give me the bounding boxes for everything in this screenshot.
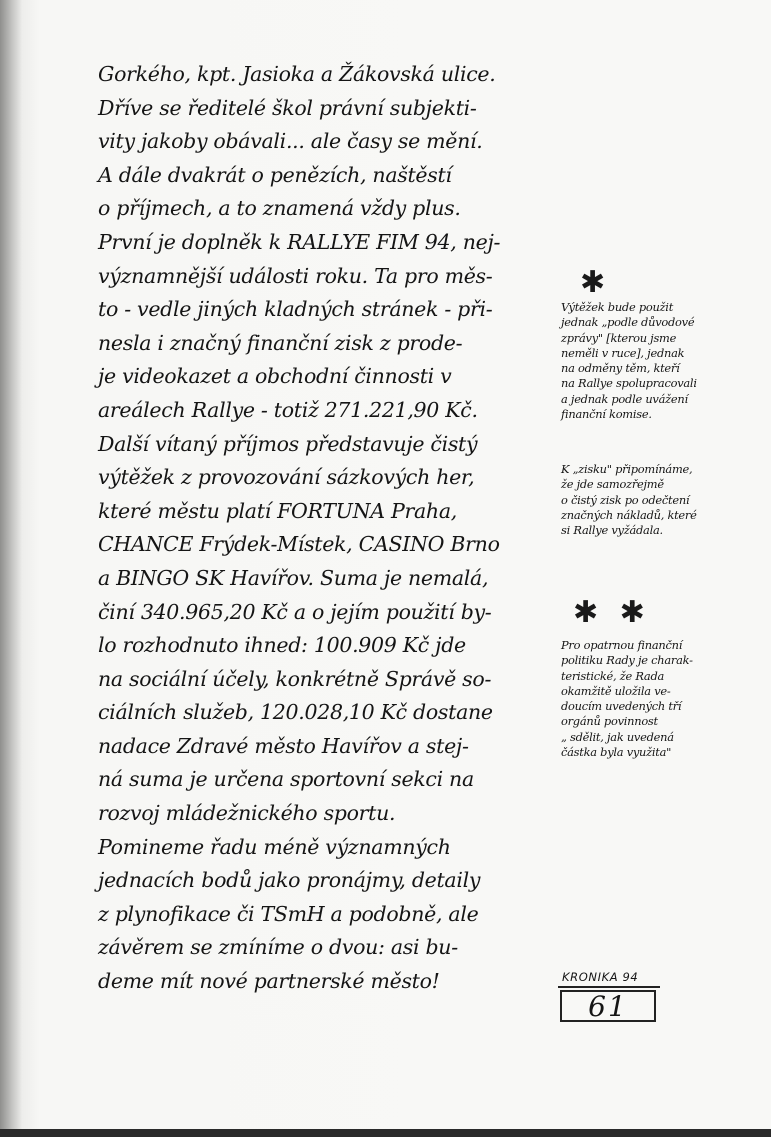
text-line: Pomineme řadu méně významných bbox=[98, 834, 451, 859]
text-line: Dříve se ředitelé škol právní subjekti- bbox=[98, 95, 477, 120]
text-line: činí 340.965,20 Kč a o jejím použití by- bbox=[98, 599, 492, 624]
text-line: Další vítaný příjmos představuje čistý bbox=[98, 431, 478, 456]
note-line: okamžitě uložila ve- bbox=[561, 683, 671, 698]
asterisk-mark-1: ✱ bbox=[580, 265, 606, 300]
text-line: ciálních služeb, 120.028,10 Kč dostane bbox=[98, 700, 493, 725]
text-line: výtěžek z provozování sázkových her, bbox=[98, 465, 475, 490]
text-line: nadace Zdravé město Havířov a stej- bbox=[98, 733, 469, 758]
note-line: že jde samozřejmě bbox=[561, 477, 664, 492]
note-line: teristické, že Rada bbox=[561, 668, 665, 683]
note-line: „ sdělit, jak uvedená bbox=[561, 729, 674, 744]
note-line: jednak „podle důvodové bbox=[561, 315, 695, 330]
note-line: doucím uvedených tří bbox=[561, 699, 682, 714]
text-line: o příjmech, a to znamená vždy plus. bbox=[98, 196, 461, 221]
note-line: zprávy" [kterou jsme bbox=[561, 330, 677, 345]
note-line: částka byla využita" bbox=[561, 745, 672, 760]
text-line: významnější události roku. Ta pro měs- bbox=[98, 263, 493, 288]
text-line: z plynofikace či TSmH a podobně, ale bbox=[98, 901, 479, 926]
text-line: na sociální účely, konkrétně Správě so- bbox=[98, 666, 492, 691]
text-line: je videokazet a obchodní činnosti v bbox=[98, 364, 452, 389]
note-line: K „zisku" připomínáme, bbox=[561, 462, 693, 476]
text-line: a BINGO SK Havířov. Suma je nemalá, bbox=[98, 565, 489, 590]
note-line: politiku Rady je charak- bbox=[561, 653, 693, 668]
text-line: rozvoj mládežnického sportu. bbox=[98, 801, 396, 826]
chronicle-label: KRONIKA 94 bbox=[562, 970, 639, 984]
note-line: značných nákladů, které bbox=[561, 507, 697, 522]
footer-divider bbox=[558, 986, 660, 988]
note-line: Výtěžek bude použit bbox=[561, 300, 674, 314]
note-line: si Rallye vyžádala. bbox=[561, 523, 663, 538]
side-note-1 bbox=[561, 300, 766, 422]
note-line: neměli v ruce], jednak bbox=[561, 345, 685, 360]
note-line: o čistý zisk po odečtení bbox=[561, 492, 690, 507]
text-line: První je doplněk k RALLYE FIM 94, nej- bbox=[98, 229, 501, 254]
note-line: na odměny těm, kteří bbox=[561, 361, 680, 376]
note-line: orgánů povinnost bbox=[561, 714, 658, 729]
text-line: vity jakoby obávali... ale časy se mění. bbox=[98, 129, 483, 154]
note-line: a jednak podle uvážení bbox=[561, 391, 688, 406]
text-line: nesla i značný finanční zisk z prode- bbox=[98, 330, 463, 355]
text-line: Gorkého, kpt. Jasioka a Žákovská ulice. bbox=[98, 62, 496, 86]
text-line: CHANCE Frýdek-Místek, CASINO Brno bbox=[98, 532, 500, 557]
text-line: ná suma je určena sportovní sekci na bbox=[98, 767, 474, 792]
page-number: 61 bbox=[560, 990, 656, 1022]
text-line: areálech Rallye - totiž 271.221,90 Kč. bbox=[98, 397, 478, 422]
side-note-3 bbox=[561, 638, 766, 760]
main-handwritten-text bbox=[98, 58, 553, 999]
note-line: finanční komise. bbox=[561, 407, 652, 422]
asterisk-mark-2: ✱ ✱ bbox=[573, 595, 651, 630]
scan-bottom-edge bbox=[0, 1129, 771, 1137]
text-line: které městu platí FORTUNA Praha, bbox=[98, 498, 457, 523]
note-line: na Rallye spolupracovali bbox=[561, 376, 697, 391]
text-line: to - vedle jiných kladných stránek - při- bbox=[98, 297, 493, 322]
text-line: jednacích bodů jako pronájmy, detaily bbox=[98, 868, 481, 893]
book-spine-shadow bbox=[0, 0, 22, 1137]
text-line: deme mít nové partnerské město! bbox=[98, 969, 440, 994]
side-note-2 bbox=[561, 462, 766, 538]
text-line: závěrem se zmíníme o dvou: asi bu- bbox=[98, 935, 458, 960]
text-line: lo rozhodnuto ihned: 100.909 Kč jde bbox=[98, 633, 466, 658]
note-line: Pro opatrnou finanční bbox=[561, 638, 683, 652]
text-line: A dále dvakrát o penězích, naštěstí bbox=[98, 162, 452, 187]
